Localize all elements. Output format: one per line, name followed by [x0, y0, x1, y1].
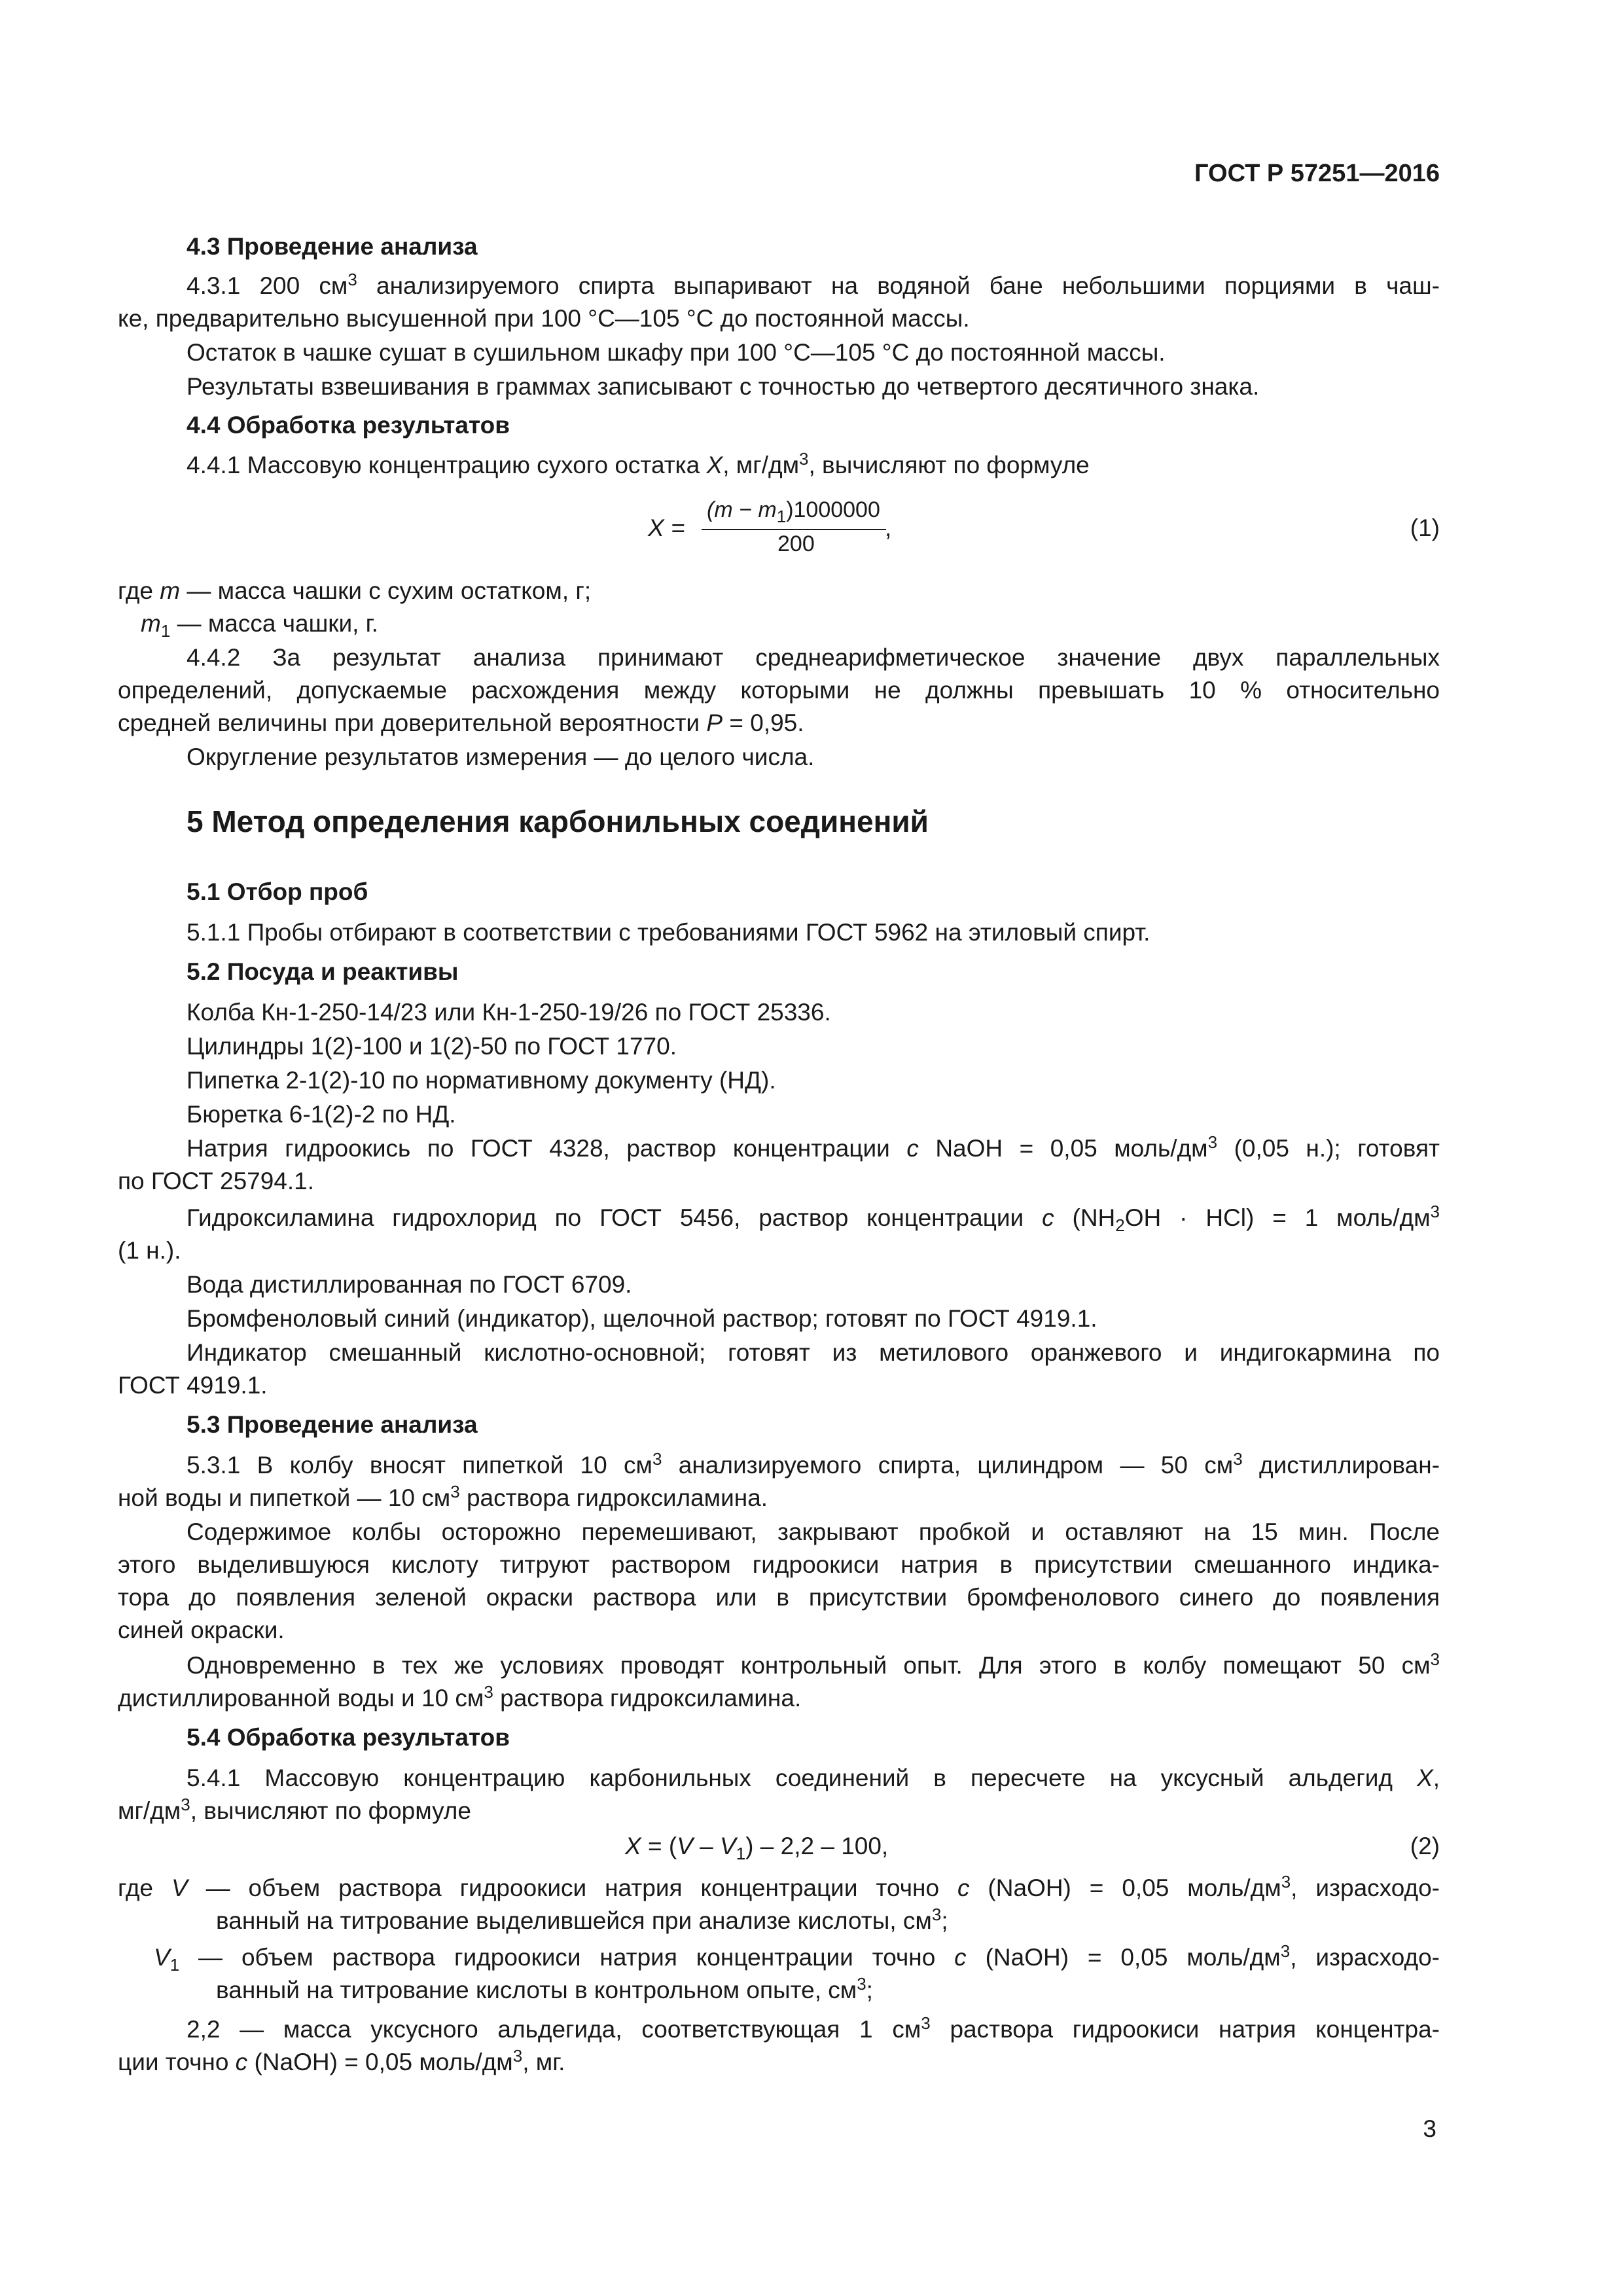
para-4-4-2-line1: 4.4.2 За результат анализа принимают среднеарифметическое значение двух параллельных	[187, 644, 1440, 671]
para-5-4-1-line1: 5.4.1 Массовую концентрацию карбонильных соединений в пересчете на уксусный альдегид X,	[187, 1765, 1440, 1791]
where-m1: $m_1$ — масса чашки, г.	[141, 610, 378, 641]
para-5-1-1: 5.1.1 Пробы отбирают в соответствии с требованиями ГОСТ 5962 на этиловый спирт.	[187, 919, 1150, 946]
section-5-3-title: 5.3 Проведение анализа	[187, 1411, 478, 1438]
section-5-2-title: 5.2 Посуда и реактивы	[187, 958, 459, 985]
reagent-item-6-line1: Гидроксиламина гидрохлорид по ГОСТ 5456, раствор концентрации c $(NH_2OH \cdot HCl) = 1$ моль/$дм^3$	[187, 1202, 1440, 1235]
reagent-item-9-line1: Индикатор смешанный кислотно-основной; готовят из метилового оранжевого и индигокармина по	[187, 1339, 1440, 1366]
equation-number-1: (1)	[1410, 514, 1440, 541]
section-5-title: 5 Метод определения карбонильных соединений	[187, 804, 929, 838]
reagent-item-6-line2: (1 н.).	[118, 1237, 181, 1264]
reagent-item-5-line2: по ГОСТ 25794.1.	[118, 1168, 315, 1194]
fraction-bar	[702, 529, 886, 530]
where-v-line1: где V — объем раствора гидроокиси натрия концентрации точно c (NaOH) = 0,05 моль/$дм^3$, израсходо-	[118, 1872, 1440, 1901]
where-m: где m — масса чашки с сухим остатком, г;	[118, 577, 592, 604]
para-5-3-2-line2: этого выделившуюся кислоту титруют раствором гидроокиси натрия в присутствии смешанного индика-	[118, 1551, 1440, 1578]
equation-number-2: (2)	[1410, 1833, 1440, 1859]
page-number: 3	[1423, 2115, 1436, 2142]
para-4-3-3: Результаты взвешивания в граммах записывают с точностью до четвертого десятичного знака.	[187, 373, 1260, 400]
reagent-item-8: Бромфеноловый синий (индикатор), щелочной раствор; готовят по ГОСТ 4919.1.	[187, 1305, 1097, 1332]
where-v1-line2: ванный на титрование кислоты в контрольном опыте, $см^3$;	[216, 1974, 873, 2003]
section-5-4-title: 5.4 Обработка результатов	[187, 1724, 510, 1751]
formula-1-numerator: $(m - m_1)1000000$	[707, 497, 880, 526]
where-2-2-line1: 2,2 — масса уксусного альдегида, соответствующая 1 $см^3$ раствора гидроокиси натрия концентра-	[187, 2013, 1440, 2043]
para-4-4-3: Округление результатов измерения — до целого числа.	[187, 744, 815, 770]
section-4-4-title: 4.4 Обработка результатов	[187, 412, 510, 439]
where-v-line2: ванный на титрование выделившейся при анализе кислоты, $см^3$;	[216, 1905, 948, 1934]
para-4-4-1: 4.4.1 Массовую концентрацию сухого остатка X, $мг/дм^3$, вычисляют по формуле	[187, 449, 1090, 478]
reagent-item-5-line1: Натрия гидроокись по ГОСТ 4328, раствор концентрации c NaOH = 0,05 моль/$дм^3$ (0,05 н.); готовят	[187, 1132, 1440, 1162]
section-5-1-title: 5.1 Отбор проб	[187, 878, 368, 905]
where-2-2-line2: ции точно c (NaOH) = 0,05 моль/$дм^3$, мг.	[118, 2046, 565, 2075]
reagent-item-1: Колба Кн-1-250-14/23 или Кн-1-250-19/26 по ГОСТ 25336.	[187, 999, 831, 1026]
reagent-item-2: Цилиндры 1(2)-100 и 1(2)-50 по ГОСТ 1770.	[187, 1033, 677, 1060]
reagent-item-7: Вода дистиллированная по ГОСТ 6709.	[187, 1271, 632, 1298]
para-4-3-2: Остаток в чашке сушат в сушильном шкафу при 100 °С—105 °С до постоянной массы.	[187, 339, 1166, 366]
para-5-3-3-line2: дистиллированной воды и 10 $см^3$ раствора гидроксиламина.	[118, 1682, 802, 1712]
where-v1-line1: $V_1$ — объем раствора гидроокиси натрия концентрации точно c (NaOH) = 0,05 моль/$дм^3$, израсходо-	[154, 1941, 1440, 1975]
formula-1-denominator: 200	[777, 531, 815, 556]
para-4-3-1-line2: ке, предварительно высушенной при 100 °С—105 °С до постоянной массы.	[118, 305, 970, 332]
para-5-3-1-line1: 5.3.1 В колбу вносят пипеткой 10 $см^3$ анализируемого спирта, цилиндром — 50 $см^3$ дистиллирован-	[187, 1449, 1440, 1479]
para-4-3-1-line1: 4.3.1 200 $см^3$ анализируемого спирта выпаривают на водяной бане небольшими порциями в чаш-	[187, 270, 1440, 299]
para-5-3-2-line1: Содержимое колбы осторожно перемешивают, закрывают пробкой и оставляют на 15 мин. После	[187, 1518, 1440, 1545]
formula-2: $X = (V - V_1) - 2,2 - 100$,	[625, 1833, 889, 1863]
formula-1: X = $(m - m_1)1000000$ 200 ,	[648, 497, 892, 556]
para-4-4-2-line2: определений, допускаемые расхождения между которыми не должны превышать 10 % относительно	[118, 677, 1440, 704]
para-5-4-1-line2: $мг/дм^3$, вычисляют по формуле	[118, 1795, 471, 1824]
reagent-item-4: Бюретка 6-1(2)-2 по НД.	[187, 1101, 456, 1128]
formula-1-lhs: X =	[648, 514, 685, 541]
section-4-3-title: 4.3 Проведение анализа	[187, 233, 478, 260]
para-5-3-2-line4: синей окраски.	[118, 1617, 285, 1643]
reagent-item-9-line2: ГОСТ 4919.1.	[118, 1372, 268, 1399]
para-5-3-3-line1: Одновременно в тех же условиях проводят контрольный опыт. Для этого в колбу помещают 50 $см^3$	[187, 1649, 1440, 1679]
para-5-3-2-line3: тора до появления зеленой окраски раствора или в присутствии бромфенолового синего до появления	[118, 1584, 1440, 1611]
para-5-3-1-line2: ной воды и пипеткой — 10 $см^3$ раствора гидроксиламина.	[118, 1482, 768, 1511]
para-4-4-2-line3: средней величины при доверительной вероятности P = 0,95.	[118, 709, 804, 736]
reagent-item-3: Пипетка 2-1(2)-10 по нормативному документу (НД).	[187, 1067, 776, 1094]
document-header: ГОСТ Р 57251—2016	[1194, 160, 1440, 187]
